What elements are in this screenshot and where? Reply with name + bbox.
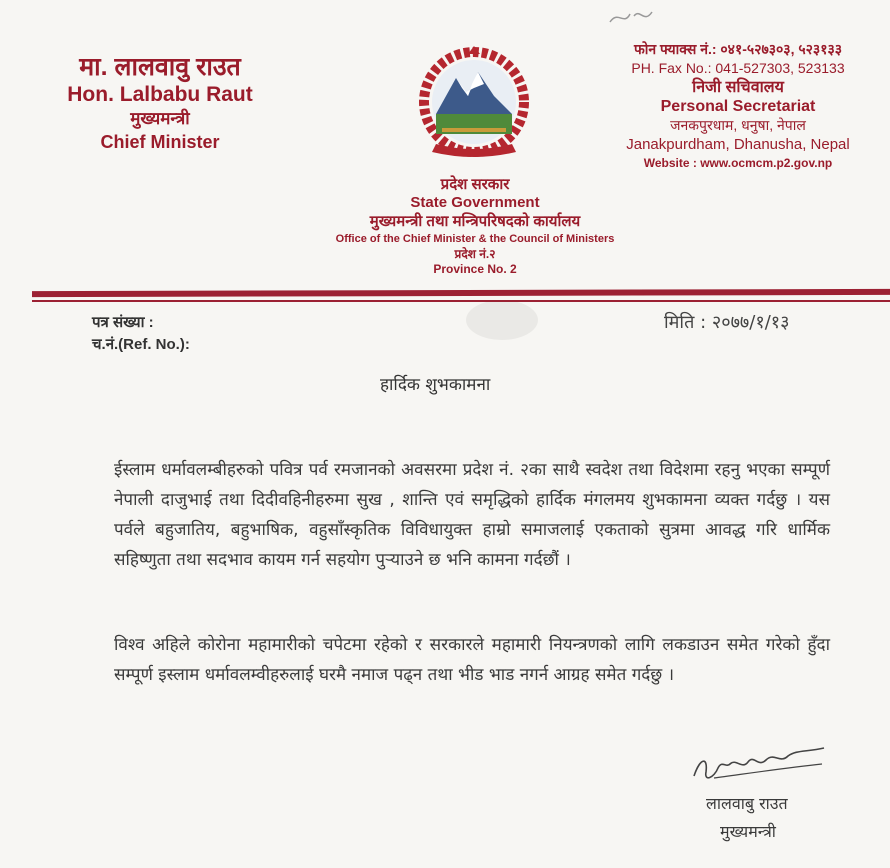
letterhead-divider: [32, 289, 890, 297]
sender-block: [40, 52, 280, 154]
ref-number-label: च.नं.(Ref. No.):: [92, 336, 190, 353]
signature-icon: [684, 738, 834, 788]
letterhead-divider-thin: [32, 300, 890, 302]
letter-subject: हार्दिक शुभकामना: [380, 375, 491, 395]
province-nepali: प्रदेश नं.२: [454, 247, 496, 261]
scan-smudge: [466, 300, 538, 340]
state-government-english: State Government: [410, 194, 540, 211]
address-nepali: जनकपुरधाम, धनुषा, नेपाल: [670, 117, 806, 133]
province-english: Province No. 2: [433, 262, 517, 276]
phone-fax-nepali: फोन फ्याक्स नं.: ०४१-५२७३०३, ५२३१३३: [633, 41, 843, 57]
nepal-emblem-icon: [412, 44, 536, 164]
signoff-title: मुख्यमन्त्री: [720, 822, 776, 841]
cm-office-english: Office of the Chief Minister & the Council of Ministers: [335, 233, 615, 245]
cm-office-nepali: मुख्यमन्त्री तथा मन्त्रिपरिषदको कार्यालय: [369, 213, 581, 230]
signoff-name: लालवाबु राउत: [706, 794, 788, 813]
sender-name-nepali: मा. लालवावु राउत: [79, 53, 241, 81]
letter-number-label: पत्र संख्या :: [92, 314, 154, 331]
sender-title-nepali: मुख्यमन्त्री: [130, 109, 190, 128]
address-english: Janakpurdham, Dhanusha, Nepal: [626, 136, 850, 153]
contact-block: [588, 40, 888, 173]
signoff-block: [706, 790, 788, 846]
office-nepali: निजी सचिवालय: [692, 79, 784, 96]
office-english: Personal Secretariat: [660, 98, 816, 115]
letter-date: मिति : २०७७/१/१३: [664, 312, 790, 333]
handwritten-mark-icon: [600, 4, 680, 34]
government-block: [290, 176, 660, 277]
sender-name-english: Hon. Lalbabu Raut: [67, 83, 253, 106]
body-paragraph-1: ईस्लाम धर्मावलम्बीहरुको पवित्र पर्व रमजानको अवसरमा प्रदेश नं. २का साथै स्वदेश तथा विदेशमा रहनु भएका सम्पूर्ण नेपाली दाजुभाई तथा दिदीवहिनीहरुमा सुख , शान्ति एवं समृद्धिको हार्दिक मंगलमय शुभकामना व्यक्त गर्दछु । यस पर्वले बहुजातिय, बहुभाषिक, वहुसाँस्कृतिक विविधायुक्त हाम्रो समाजलाई एकताको सुत्रमा आवद्ध गरि धार्मिक सहिष्णुता तथा सदभाव कायम गर्न सहयोग पुऱ्याउने छ भनि कामना गर्दछौं ।: [114, 460, 830, 570]
website: Website : www.ocmcm.p2.gov.np: [643, 156, 833, 170]
state-government-nepali: प्रदेश सरकार: [440, 176, 510, 193]
reference-block: [92, 312, 190, 356]
body-paragraph-2: विश्व अहिले कोरोना महामारीको चपेटमा रहेको र सरकारले महामारी नियन्त्रणको लागि लकडाउन समेत गरेको हुँदा सम्पूर्ण इस्लाम धर्मावलम्वीहरुलाई घरमै नमाज पढ्न तथा भीड भाड नगर्न आग्रह समेत गर्दछु ।: [114, 635, 830, 685]
sender-title-english: Chief Minister: [100, 132, 220, 152]
phone-fax-english: PH. Fax No.: 041-527303, 523133: [631, 60, 845, 76]
